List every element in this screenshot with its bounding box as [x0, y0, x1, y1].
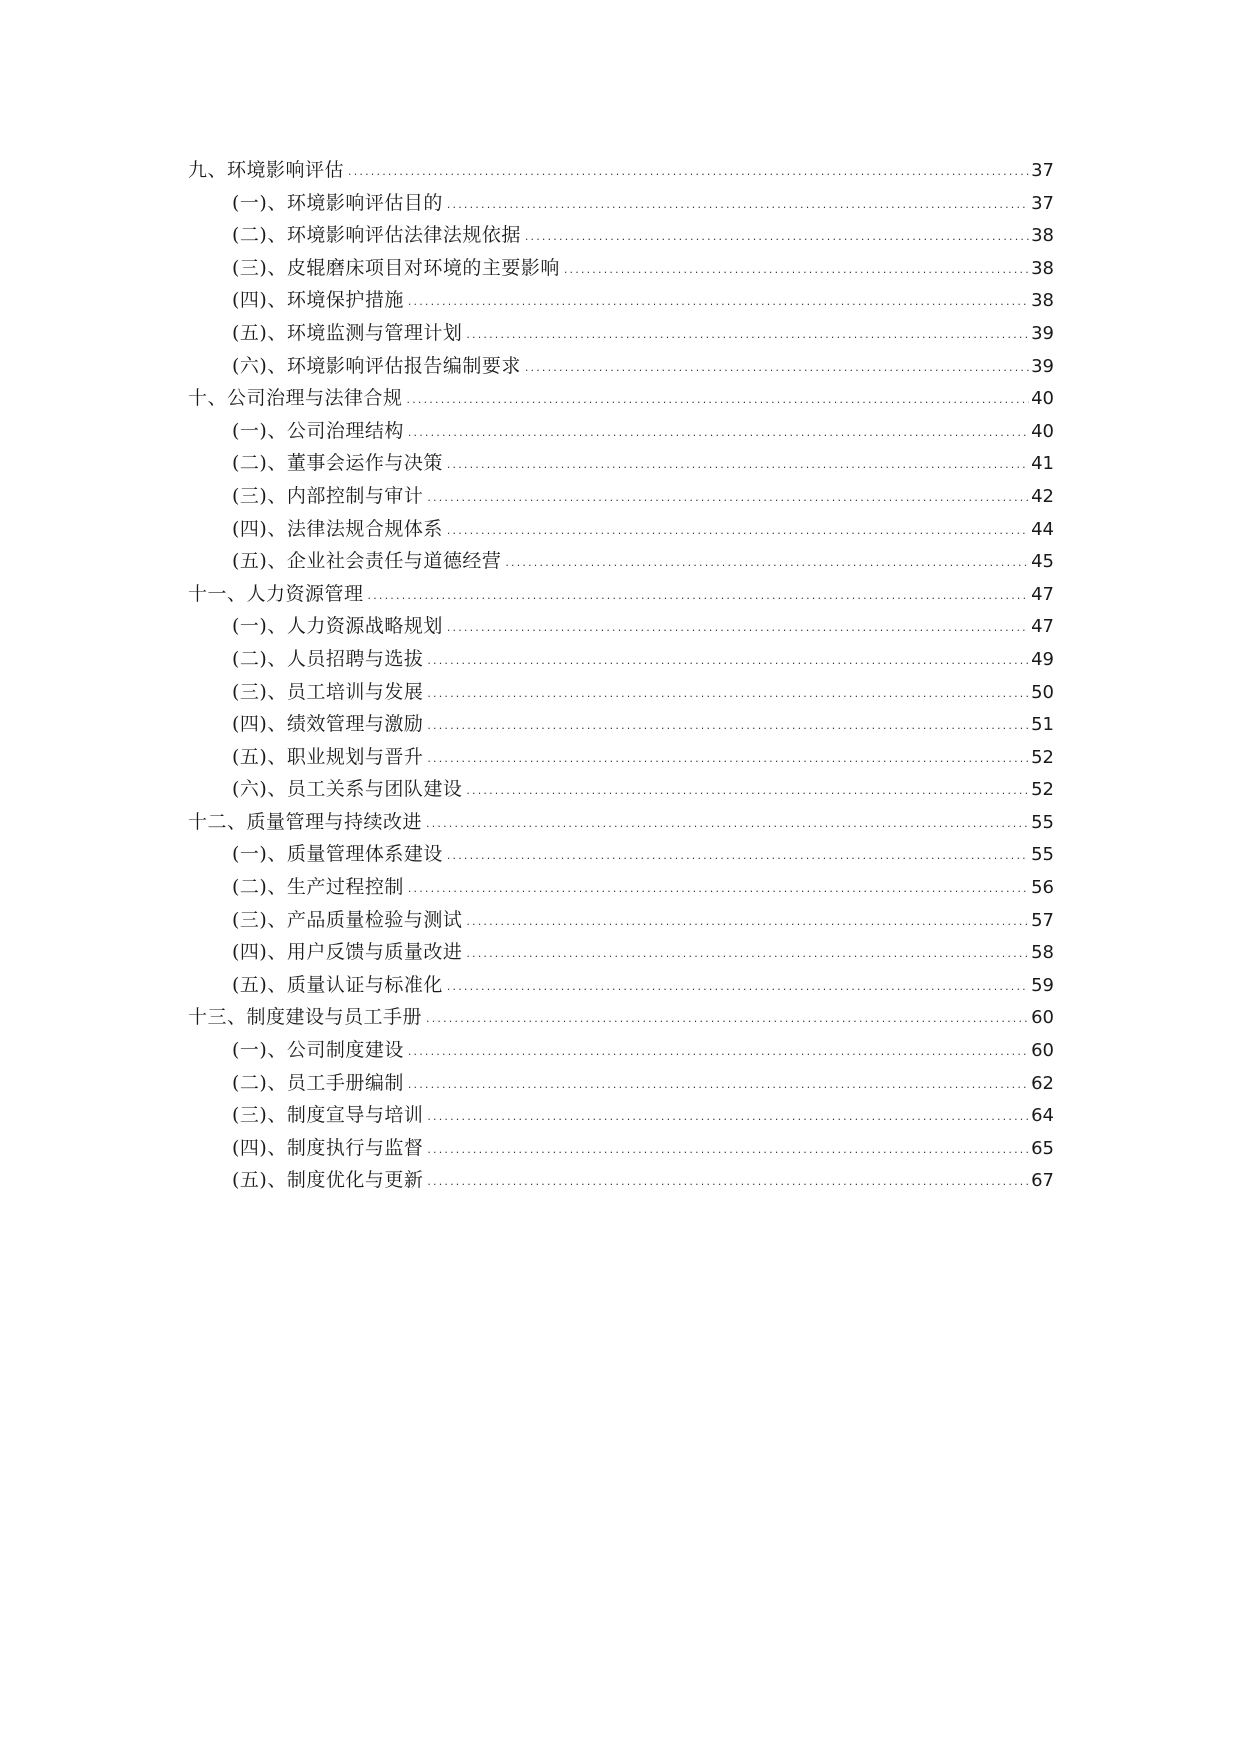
toc-entry-title: 十二、质量管理与持续改进	[188, 810, 423, 833]
toc-section-entry[interactable]	[188, 513, 1054, 546]
toc-dot-leader	[427, 710, 1029, 743]
toc-section-entry[interactable]	[188, 610, 1054, 643]
toc-section-entry[interactable]	[188, 219, 1054, 252]
toc-dot-leader	[408, 417, 1029, 450]
toc-entry-title: (四)、绩效管理与激励	[232, 713, 424, 736]
toc-page-number: 59	[1031, 974, 1054, 996]
toc-dot-leader	[466, 906, 1029, 939]
toc-entry-title: (三)、内部控制与审计	[232, 484, 424, 507]
toc-section-entry[interactable]	[188, 350, 1054, 383]
toc-dot-leader	[525, 352, 1029, 385]
toc-page-number: 65	[1031, 1137, 1054, 1159]
toc-section-entry[interactable]	[188, 904, 1054, 937]
toc-page-number: 55	[1031, 844, 1054, 866]
toc-page-number: 45	[1031, 551, 1054, 573]
toc-entry-title: (四)、用户反馈与质量改进	[232, 941, 463, 964]
toc-entry-title: (二)、环境影响评估法律法规依据	[232, 224, 521, 247]
toc-entry-title: (五)、质量认证与标准化	[232, 973, 443, 996]
toc-entry-title: (三)、制度宣导与培训	[232, 1104, 424, 1127]
toc-dot-leader	[408, 1069, 1029, 1102]
toc-section-entry[interactable]	[188, 187, 1054, 220]
toc-dot-leader	[427, 1134, 1029, 1167]
toc-section-entry[interactable]	[188, 1164, 1054, 1197]
toc-dot-leader	[408, 1036, 1029, 1069]
toc-dot-leader	[426, 808, 1029, 841]
toc-entry-title: (三)、产品质量检验与测试	[232, 908, 463, 931]
toc-entry-title: (六)、环境影响评估报告编制要求	[232, 354, 521, 377]
toc-dot-leader	[348, 156, 1029, 189]
toc-section-entry[interactable]	[188, 1034, 1054, 1067]
toc-entry-title: (五)、企业社会责任与道德经营	[232, 550, 502, 573]
toc-dot-leader	[447, 840, 1029, 873]
toc-page-number: 37	[1031, 160, 1054, 181]
toc-section-entry[interactable]	[188, 415, 1054, 448]
toc-entry-title: (一)、公司制度建设	[232, 1039, 404, 1062]
toc-dot-leader	[427, 743, 1029, 776]
toc-section-entry[interactable]	[188, 708, 1054, 741]
toc-dot-leader	[447, 515, 1029, 548]
toc-section-entry[interactable]	[188, 447, 1054, 480]
toc-section-entry[interactable]	[188, 936, 1054, 969]
toc-section-entry[interactable]	[188, 545, 1054, 578]
toc-page-number: 41	[1031, 453, 1054, 475]
toc-entry-title: (二)、董事会运作与决策	[232, 452, 443, 475]
toc-dot-leader	[427, 1166, 1029, 1199]
toc-section-entry[interactable]	[188, 1099, 1054, 1132]
toc-dot-leader	[447, 612, 1029, 645]
toc-entry-title: (三)、皮辊磨床项目对环境的主要影响	[232, 256, 560, 279]
toc-dot-leader	[427, 678, 1029, 711]
toc-dot-leader	[447, 971, 1029, 1004]
toc-dot-leader	[466, 775, 1029, 808]
toc-entry-title: (三)、员工培训与发展	[232, 680, 424, 703]
toc-page-number: 37	[1031, 192, 1054, 214]
toc-section-entry[interactable]	[188, 741, 1054, 774]
toc-dot-leader	[408, 873, 1029, 906]
toc-page-number: 55	[1031, 811, 1054, 833]
toc-entry-title: (四)、环境保护措施	[232, 289, 404, 312]
toc-page-number: 52	[1031, 779, 1054, 801]
toc-section-entry[interactable]	[188, 838, 1054, 871]
toc-entry-title: 九、环境影响评估	[188, 159, 345, 181]
toc-entry-title: 十一、人力资源管理	[188, 582, 364, 605]
toc-dot-leader	[447, 449, 1029, 482]
toc-entry-title: (五)、职业规划与晋升	[232, 745, 424, 768]
toc-page-number: 40	[1031, 420, 1054, 442]
toc-section-entry[interactable]	[188, 480, 1054, 513]
toc-section-entry[interactable]	[188, 969, 1054, 1002]
toc-dot-leader	[426, 1003, 1029, 1036]
toc-page-number: 42	[1031, 485, 1054, 507]
toc-section-entry[interactable]	[188, 252, 1054, 285]
toc-page-number: 52	[1031, 746, 1054, 768]
toc-entry-title: (二)、人员招聘与选拔	[232, 647, 424, 670]
toc-page-number: 67	[1031, 1170, 1054, 1192]
toc-dot-leader	[525, 221, 1029, 254]
toc-entry-title: (一)、环境影响评估目的	[232, 191, 443, 214]
toc-dot-leader	[408, 286, 1029, 319]
toc-page-number: 44	[1031, 518, 1054, 540]
toc-chapter-entry[interactable]	[188, 382, 1054, 415]
toc-entry-title: (二)、员工手册编制	[232, 1071, 404, 1094]
toc-page-number: 38	[1031, 225, 1054, 247]
toc-section-entry[interactable]	[188, 773, 1054, 806]
toc-entry-title: (五)、制度优化与更新	[232, 1169, 424, 1192]
toc-page-number: 57	[1031, 909, 1054, 931]
toc-dot-leader	[447, 189, 1029, 222]
toc-dot-leader	[505, 547, 1029, 580]
toc-page-number: 47	[1031, 583, 1054, 605]
toc-dot-leader	[407, 384, 1030, 417]
toc-entry-title: (二)、生产过程控制	[232, 876, 404, 899]
toc-dot-leader	[466, 319, 1029, 352]
toc-chapter-entry[interactable]	[188, 1001, 1054, 1034]
toc-entry-title: (四)、法律法规合规体系	[232, 517, 443, 540]
toc-page-number: 50	[1031, 681, 1054, 703]
toc-dot-leader	[427, 1101, 1029, 1134]
toc-section-entry[interactable]	[188, 1067, 1054, 1100]
toc-page-number: 62	[1031, 1072, 1054, 1094]
toc-page-number: 38	[1031, 290, 1054, 312]
toc-entry-title: (一)、人力资源战略规划	[232, 615, 443, 638]
toc-page-number: 60	[1031, 1007, 1054, 1029]
toc-page-number: 64	[1031, 1105, 1054, 1127]
toc-page-number: 39	[1031, 355, 1054, 377]
toc-page-number: 56	[1031, 877, 1054, 899]
toc-dot-leader	[368, 580, 1030, 613]
toc-chapter-entry[interactable]	[188, 806, 1054, 839]
toc-page-number: 58	[1031, 942, 1054, 964]
toc-dot-leader	[466, 938, 1029, 971]
toc-entry-title: (一)、公司治理结构	[232, 419, 404, 442]
toc-section-entry[interactable]	[188, 1132, 1054, 1165]
toc-page-number: 39	[1031, 322, 1054, 344]
toc-page-number: 40	[1031, 388, 1054, 410]
toc-entry-title: (一)、质量管理体系建设	[232, 843, 443, 866]
toc-section-entry[interactable]	[188, 284, 1054, 317]
toc-section-entry[interactable]	[188, 871, 1054, 904]
toc-entry-title: (五)、环境监测与管理计划	[232, 321, 463, 344]
toc-entry-title: 十、公司治理与法律合规	[188, 387, 403, 410]
table-of-contents	[188, 154, 1054, 1197]
toc-chapter-entry[interactable]	[188, 578, 1054, 611]
toc-dot-leader	[564, 254, 1029, 287]
toc-section-entry[interactable]	[188, 317, 1054, 350]
toc-chapter-entry[interactable]	[188, 154, 1054, 187]
toc-page-number: 51	[1031, 714, 1054, 736]
toc-entry-title: (四)、制度执行与监督	[232, 1136, 424, 1159]
toc-page-number: 60	[1031, 1040, 1054, 1062]
toc-dot-leader	[427, 482, 1029, 515]
toc-page-number: 47	[1031, 616, 1054, 638]
toc-section-entry[interactable]	[188, 643, 1054, 676]
toc-entry-title: (六)、员工关系与团队建设	[232, 778, 463, 801]
toc-page-number: 38	[1031, 257, 1054, 279]
toc-page-number: 49	[1031, 648, 1054, 670]
toc-dot-leader	[427, 645, 1029, 678]
toc-section-entry[interactable]	[188, 676, 1054, 709]
toc-entry-title: 十三、制度建设与员工手册	[188, 1006, 423, 1029]
